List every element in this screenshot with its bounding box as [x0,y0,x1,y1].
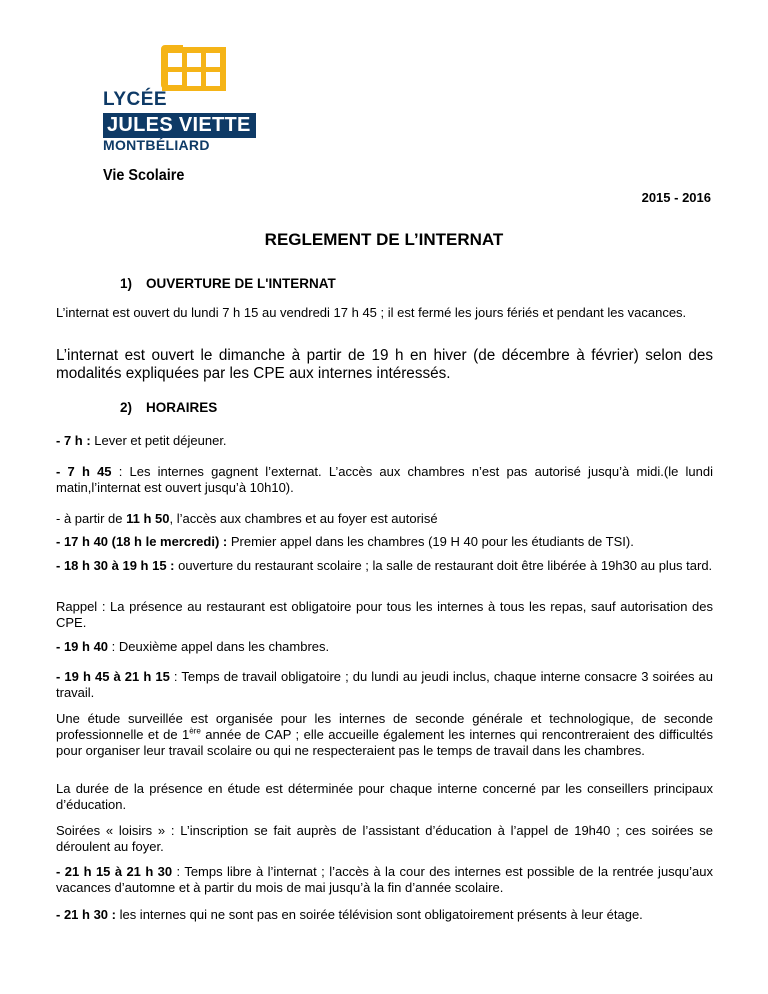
schedule-item [56,639,713,655]
schedule-time: 11 h 50 [126,511,170,526]
reminder-text: Rappel : La présence au restaurant est obligatoire pour tous les internes à tous les repas, sauf autorisation des CPE. [56,599,713,630]
schedule-time: - 21 h 15 à 21 h 30 [56,864,173,879]
schedule-time: - 17 h 40 (18 h le mercredi) : [56,534,228,549]
leisure-evenings-text: Soirées « loisirs » : L’inscription se fait auprès de l’assistant d’éducation à l’appel de 19h40 ; ces soirées se déroulent au foyer. [56,823,713,854]
section-heading-1 [120,276,336,291]
schedule-text: : Temps libre à l’internat ; l’accès à la cour des internes est possible de la rentrée jusqu’aux vacances d’automne et à partir du mois de mai jusqu’à la fin d’année scolaire. [56,864,713,895]
superscript: ère [189,726,201,736]
schedule-time: - 19 h 40 [56,639,109,654]
schedule-item [56,864,713,896]
schedule-text: Lever et petit déjeuner. [90,433,227,448]
schedule-item [56,907,713,923]
schedule-item [56,433,713,449]
section-title: HORAIRES [146,400,218,415]
window-logo-icon [160,45,228,93]
logo-city: MONTBÉLIARD [103,137,210,153]
schedule-text: Premier appel dans les chambres (19 H 40 pour les étudiants de TSI). [227,534,634,549]
schedule-item [56,534,713,550]
page-title: REGLEMENT DE L’INTERNAT [264,230,504,249]
schedule-prefix: - à partir de [56,511,127,526]
logo-lycee: LYCÉE [103,89,168,110]
section-heading-2 [120,400,217,415]
department-label: Vie Scolaire [103,167,185,184]
study-text [56,711,713,759]
section-title: OUVERTURE DE L'INTERNAT [146,276,336,291]
study-text-b: année de CAP ; elle accueille également les internes qui rencontreraient des difficultés pour organiser leur travail scolaire ou qui ne respecteraient pas le temps de travail dans les chambres. [56,727,714,758]
schedule-text: , l’accès aux chambres et au foyer est autorisé [169,511,438,526]
schedule-item [56,669,713,701]
schedule-item [56,464,713,496]
section-number: 2) [120,400,133,415]
logo-school-name: JULES VIETTE [103,113,256,138]
schedule-time: - 18 h 30 à 19 h 15 : [56,558,175,573]
schedule-text: ouverture du restaurant scolaire ; la salle de restaurant doit être libérée à 19h30 au plus tard. [174,558,713,573]
school-year: 2015 - 2016 [641,190,711,205]
section-number: 1) [120,276,133,291]
schedule-text: : Deuxième appel dans les chambres. [108,639,330,654]
schedule-time: - 19 h 45 à 21 h 15 [56,669,170,684]
study-duration-text: La durée de la présence en étude est déterminée pour chaque interne concerné par les conseillers principaux d’éducation. [56,781,713,812]
schedule-time: - 7 h 45 [56,464,112,479]
study-text-a: Une étude surveillée est organisée pour les internes de seconde générale et technologique, de seconde professionnelle et de 1 [56,711,713,742]
schedule-item [56,511,713,527]
schedule-item [56,558,713,574]
schedule-text: : Temps de travail obligatoire ; du lundi au jeudi inclus, chaque interne consacre 3 soirées au travail. [56,669,713,700]
sunday-opening-text: L’internat est ouvert le dimanche à partir de 19 h en hiver (de décembre à février) selon des modalités expliquées par les CPE aux internes intéressés. [56,347,713,382]
schedule-text: les internes qui ne sont pas en soirée télévision sont obligatoirement présents à leur étage. [115,907,643,922]
schedule-text: : Les internes gagnent l’externat. L’accès aux chambres n’est pas autorisé jusqu’à midi.(le lundi matin,l’internat est ouvert jusqu’à 10h10). [56,464,713,495]
opening-hours-text: L’internat est ouvert du lundi 7 h 15 au vendredi 17 h 45 ; il est fermé les jours fériés et pendant les vacances. [56,305,687,320]
schedule-time: - 21 h 30 : [56,907,116,922]
schedule-time: - 7 h : [56,433,91,448]
